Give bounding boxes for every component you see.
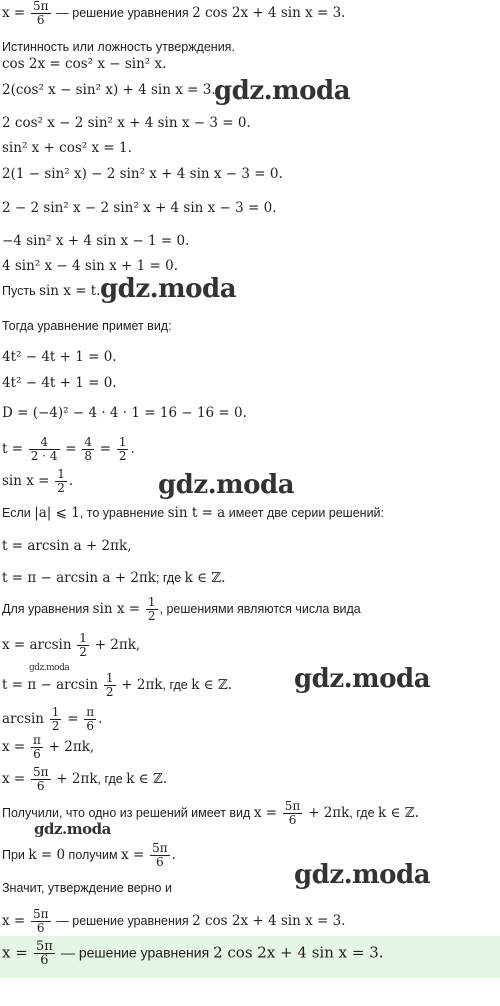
line-14: 4t² − 4t + 1 = 0. [2, 375, 117, 391]
line-25: x = $\frac{\pi}{6}$ + 2πk, [2, 733, 95, 761]
equation: 2 cos 2x + 4 sin x = 3. [192, 5, 346, 22]
math: sin x = t. [39, 283, 101, 299]
line-6: sin² x + cos² x = 1. [2, 140, 132, 156]
line-28: При k = 0 получим x = $\frac{5\pi}{6}$ . [2, 841, 176, 869]
fraction: $\frac{5\pi}{6}$ [32, 765, 49, 793]
line-15: D = (−4)² − 4 · 4 · 1 = 16 − 16 = 0. [2, 405, 247, 421]
line-26: x = $\frac{5\pi}{6}$ + 2πk, где k ∈ ℤ. [2, 765, 168, 793]
line-20: t = π − arcsin a + 2πk; где k ∈ ℤ. [2, 570, 226, 586]
line-13: 4t² − 4t + 1 = 0. [2, 349, 117, 365]
fraction: $\frac{\pi}{6}$ [86, 705, 95, 733]
answer-line: x = $\frac{5\pi}{6}$ — решение уравнения 2 cos 2x + 4 sin x = 3. [2, 939, 384, 968]
fraction: $\frac{\pi}{6}$ [32, 733, 41, 761]
line-7: 2(1 − sin² x) − 2 sin² x + 4 sin x − 3 = 0. [2, 166, 283, 182]
watermark-logo: gdz.moda [158, 470, 295, 500]
watermark-logo-small: gdz.moda [34, 820, 111, 838]
watermark-logo: gdz.moda [294, 860, 431, 890]
fraction: $\frac{4}{2 \cdot 4}$ [30, 435, 58, 463]
fraction: $\frac{1}{2}$ [118, 435, 127, 463]
line-3: cos 2x = cos² x − sin² x. [2, 56, 167, 72]
fraction: $\frac{5\pi}{6}$ [35, 939, 53, 968]
line-9: −4 sin² x + 4 sin x − 1 = 0. [2, 233, 190, 249]
line-4: 2(cos² x − sin² x) + 4 sin x = 3. [2, 82, 216, 98]
fraction: $\frac{5\pi}{6}$ [284, 799, 301, 827]
fraction: $\frac{5\pi}{6}$ [32, 0, 49, 27]
fraction: $\frac{5\pi}{6}$ [32, 907, 49, 935]
line-5: 2 cos² x − 2 sin² x + 4 sin x − 3 = 0. [2, 115, 251, 131]
math-x: x = [2, 5, 26, 22]
line-16: t = $\frac{4}{2 \cdot 4}$ = $\frac{4}{8}$ = $\frac{1}{2}$ . [2, 435, 135, 463]
line-27: Получили, что одно из решений имеет вид x = $\frac{5\pi}{6}$ + 2πk, где k ∈ ℤ. [2, 799, 419, 827]
line-30: x = $\frac{5\pi}{6}$ — решение уравнения 2 cos 2x + 4 sin x = 3. [2, 907, 346, 935]
line-22: x = arcsin $\frac{1}{2}$ + 2πk, [2, 631, 141, 659]
line-11 [2, 283, 101, 299]
line-18: Если |a| ⩽ 1, то уравнение sin t = a имеет две серии решений: [2, 505, 385, 521]
fraction: $\frac{1}{2}$ [57, 467, 65, 495]
watermark-logo: gdz.moda [100, 274, 237, 304]
fraction: $\frac{4}{8}$ [84, 435, 92, 463]
fraction: $\frac{1}{2}$ [51, 705, 60, 733]
fraction: $\frac{1}{2}$ [105, 671, 114, 699]
line-2: Истинность или ложность утверждения. [2, 40, 235, 54]
line-23: t = π − arcsin $\frac{1}{2}$ + 2πk, где k ∈ ℤ. [2, 671, 233, 699]
line-1 [2, 0, 345, 27]
watermark-logo-small: gdz.moda [29, 663, 70, 673]
watermark-logo: gdz.moda [214, 76, 351, 106]
line-17: sin x = $\frac{1}{2}$ . [2, 467, 74, 495]
fraction: $\frac{1}{2}$ [79, 631, 87, 659]
line-24: arcsin $\frac{1}{2}$ = $\frac{\pi}{6}$ . [2, 705, 103, 733]
text: — решение уравнения [56, 6, 193, 21]
line-19: t = arcsin a + 2πk, [2, 538, 132, 554]
fraction: $\frac{1}{2}$ [147, 595, 156, 623]
text: Пусть [2, 284, 40, 298]
line-10: 4 sin² x − 4 sin x + 1 = 0. [2, 258, 179, 274]
fraction: $\frac{5\pi}{6}$ [152, 841, 168, 869]
watermark-logo: gdz.moda [294, 664, 431, 694]
line-21: Для уравнения sin x = $\frac{1}{2}$ , решениями являются числа вида [2, 595, 361, 623]
line-12: Тогда уравнение примет вид: [2, 319, 172, 333]
line-29: Значит, утверждение верно и [2, 881, 172, 895]
line-8: 2 − 2 sin² x − 2 sin² x + 4 sin x − 3 = 0. [2, 200, 277, 216]
